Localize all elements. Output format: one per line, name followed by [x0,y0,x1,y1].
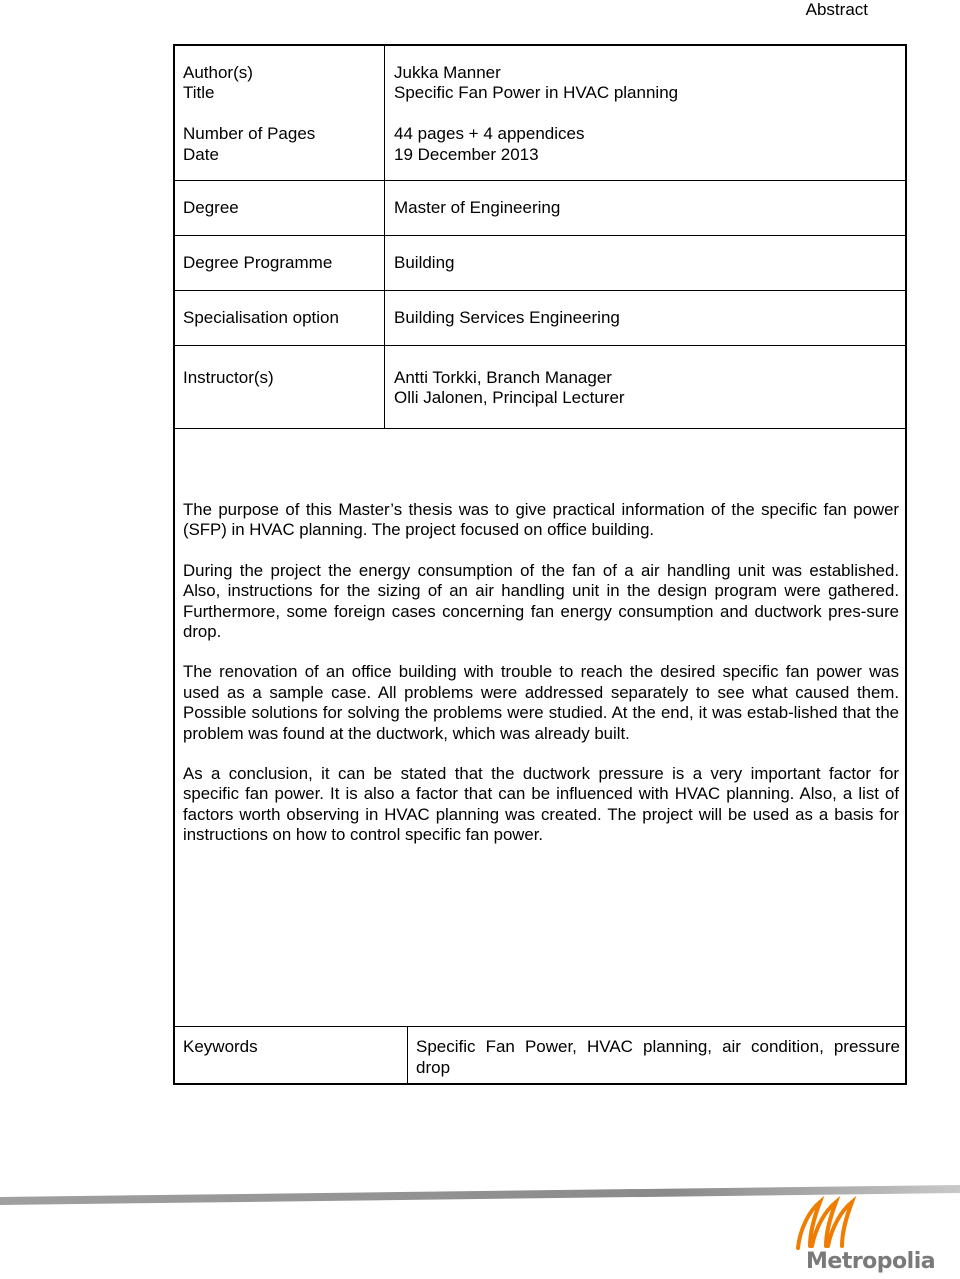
abstract-body [183,500,899,866]
abstract-paragraph: As a conclusion, it can be stated that the ductwork pressure is a very important factor for specific fan power. It is also a factor that can be influenced with HVAC planning. Also, a list of factors worth observing in HVAC planning was created. The project will be used as a basis for instructions on how to control specific fan power. [183,764,899,845]
value-keywords: Specific Fan Power, HVAC planning, air condition, pressure drop [416,1037,900,1077]
label-specialisation: Specialisation option [183,308,339,327]
abstract-paragraph: The purpose of this Master’s thesis was to give practical information of the specific fan power (SFP) in HVAC planning. The project focused on office building. [183,500,899,540]
value-number-of-pages: 44 pages + 4 appendices [394,124,585,143]
page-header-title: Abstract [805,0,868,19]
label-authors: Author(s) [183,63,253,82]
value-specialisation: Building Services Engineering [394,308,620,327]
label-instructors: Instructor(s) [183,368,274,387]
label-degree: Degree [183,198,239,217]
value-degree-programme: Building [394,253,455,272]
row-instructors [175,346,905,429]
value-author: Jukka Manner [394,63,501,82]
row-author-title-pages-date [175,46,905,181]
label-title: Title [183,83,215,102]
label-date: Date [183,145,219,164]
row-specialisation [175,291,905,346]
label-number-of-pages: Number of Pages [183,124,316,143]
label-keywords: Keywords [183,1037,258,1056]
label-degree-programme: Degree Programme [183,253,333,272]
value-instructor-1: Antti Torkki, Branch Manager [394,368,612,387]
row-degree [175,181,905,236]
row-keywords [175,1026,905,1083]
keywords-divider [407,1027,408,1084]
logo-wordmark: Metropolia [806,1249,936,1274]
value-title: Specific Fan Power in HVAC planning [394,83,679,102]
abstract-paragraph: The renovation of an office building with trouble to reach the desired specific fan power was used as a sample case. All problems were addressed separately to see what caused them. Possible solutions for solving the problems were studied. At the end, it was estab-lished that the problem was found at the ductwork, which was already built. [183,662,899,743]
abstract-paragraph: During the project the energy consumption of the fan of a air handling unit was established. Also, instructions for the sizing of an air handling unit in the design program were gathered. Furthermore, some foreign cases concerning fan energy consumption and ductwork pres-sure drop. [183,560,899,642]
value-instructor-2: Olli Jalonen, Principal Lecturer [394,388,625,407]
value-degree: Master of Engineering [394,198,561,217]
row-degree-programme [175,236,905,291]
value-date: 19 December 2013 [394,145,539,164]
abstract-form [173,44,907,1085]
